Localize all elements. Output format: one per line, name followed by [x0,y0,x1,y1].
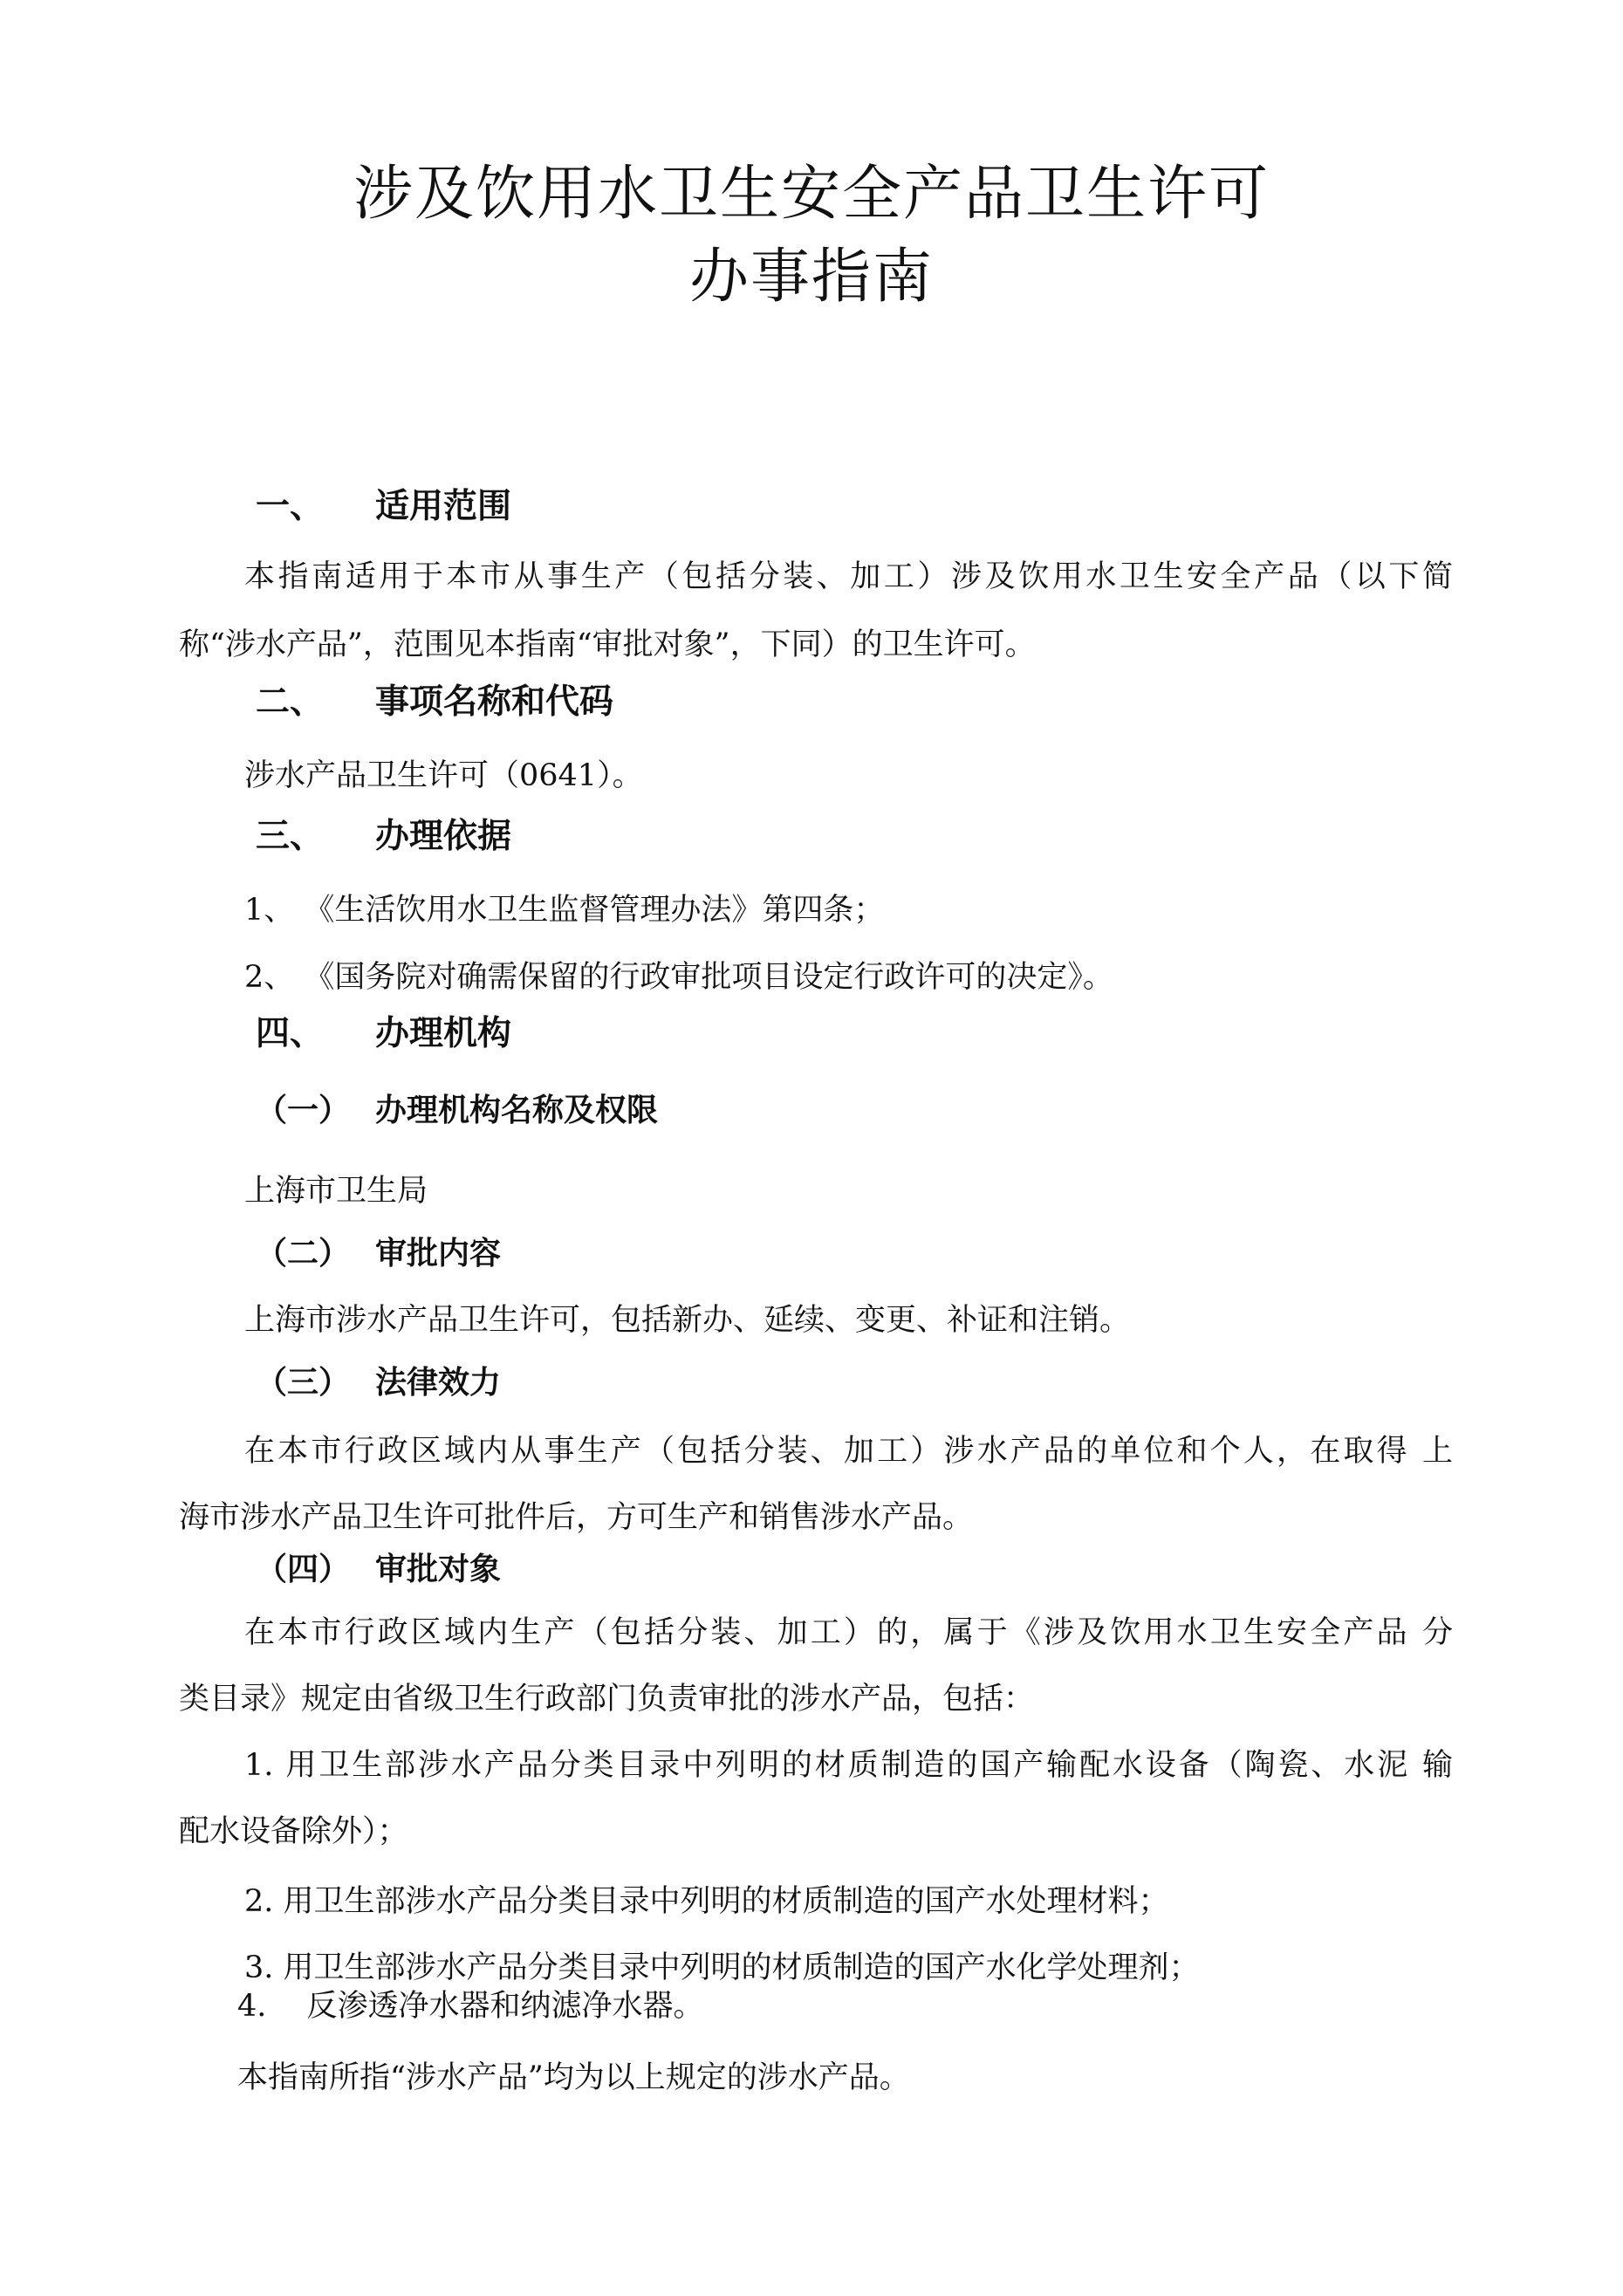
basis-item-2: 2、 《国务院对确需保留的行政审批项目设定行政许可的决定》。 [244,960,1113,995]
section-title: 适用范围 [375,487,512,526]
subsection-title: 审批对象 [375,1552,502,1587]
subsection-number: （一） [256,1093,351,1128]
section-number: 一、 [256,487,325,526]
paragraph-content: 上海市涉水产品卫生许可，包括新办、延续、变更、补证和注销。 [244,1303,1131,1338]
section-title: 办理机构 [375,1014,512,1053]
subsection-number: （四） [256,1552,351,1587]
section-title: 事项名称和代码 [375,682,614,722]
section-number: 三、 [256,817,325,856]
target-item-1-line-1: 1. 用卫生部涉水产品分类目录中列明的材质制造的国产输配水设备（陶瓷、水泥 输 [244,1748,1453,1783]
paragraph-effect-line-1: 在本市行政区域内从事生产（包括分装、加工）涉水产品的单位和个人，在取得 上 [244,1434,1453,1469]
section-title: 办理依据 [375,817,512,856]
paragraph-target-line-1: 在本市行政区域内生产（包括分装、加工）的，属于《涉及饮用水卫生安全产品 分 [244,1615,1453,1650]
paragraph-effect-line-2: 海市涉水产品卫生许可批件后，方可生产和销售涉水产品。 [179,1500,974,1535]
target-item-2: 2. 用卫生部涉水产品分类目录中列明的材质制造的国产水处理材料； [244,1884,1169,1919]
basis-item-1: 1、 《生活饮用水卫生监督管理办法》第四条； [244,893,885,928]
subsection-number: （二） [256,1236,351,1271]
target-item-3: 3. 用卫生部涉水产品分类目录中列明的材质制造的国产水化学处理剂； [244,1950,1200,1985]
section-number: 二、 [256,682,325,722]
subsection-title: 审批内容 [375,1236,502,1271]
paragraph-name-code: 涉水产品卫生许可（0641）。 [244,758,643,793]
section-number: 四、 [256,1014,325,1053]
paragraph-scope-line-2: 称“涉水产品”，范围见本指南“审批对象”，下同）的卫生许可。 [179,627,1036,662]
document-title-line-1: 涉及饮用水卫生安全产品卫生许可 [353,160,1270,229]
subsection-title: 法律效力 [375,1365,502,1401]
document-title-line-2: 办事指南 [688,243,934,312]
paragraph-agency: 上海市卫生局 [244,1174,428,1209]
subsection-title: 办理机构名称及权限 [375,1093,659,1128]
target-item-1-line-2: 配水设备除外）； [179,1814,408,1849]
paragraph-closing: 本指南所指“涉水产品”均为以上规定的涉水产品。 [237,2060,910,2095]
target-item-4: 4. 反渗透净水器和纳滤净水器。 [237,1989,704,2024]
paragraph-target-line-2: 类目录》规定由省级卫生行政部门负责审批的涉水产品，包括： [179,1682,1035,1717]
paragraph-scope-line-1: 本指南适用于本市从事生产（包括分装、加工）涉及饮用水卫生安全产品（以下简 [244,559,1453,594]
subsection-number: （三） [256,1365,351,1401]
